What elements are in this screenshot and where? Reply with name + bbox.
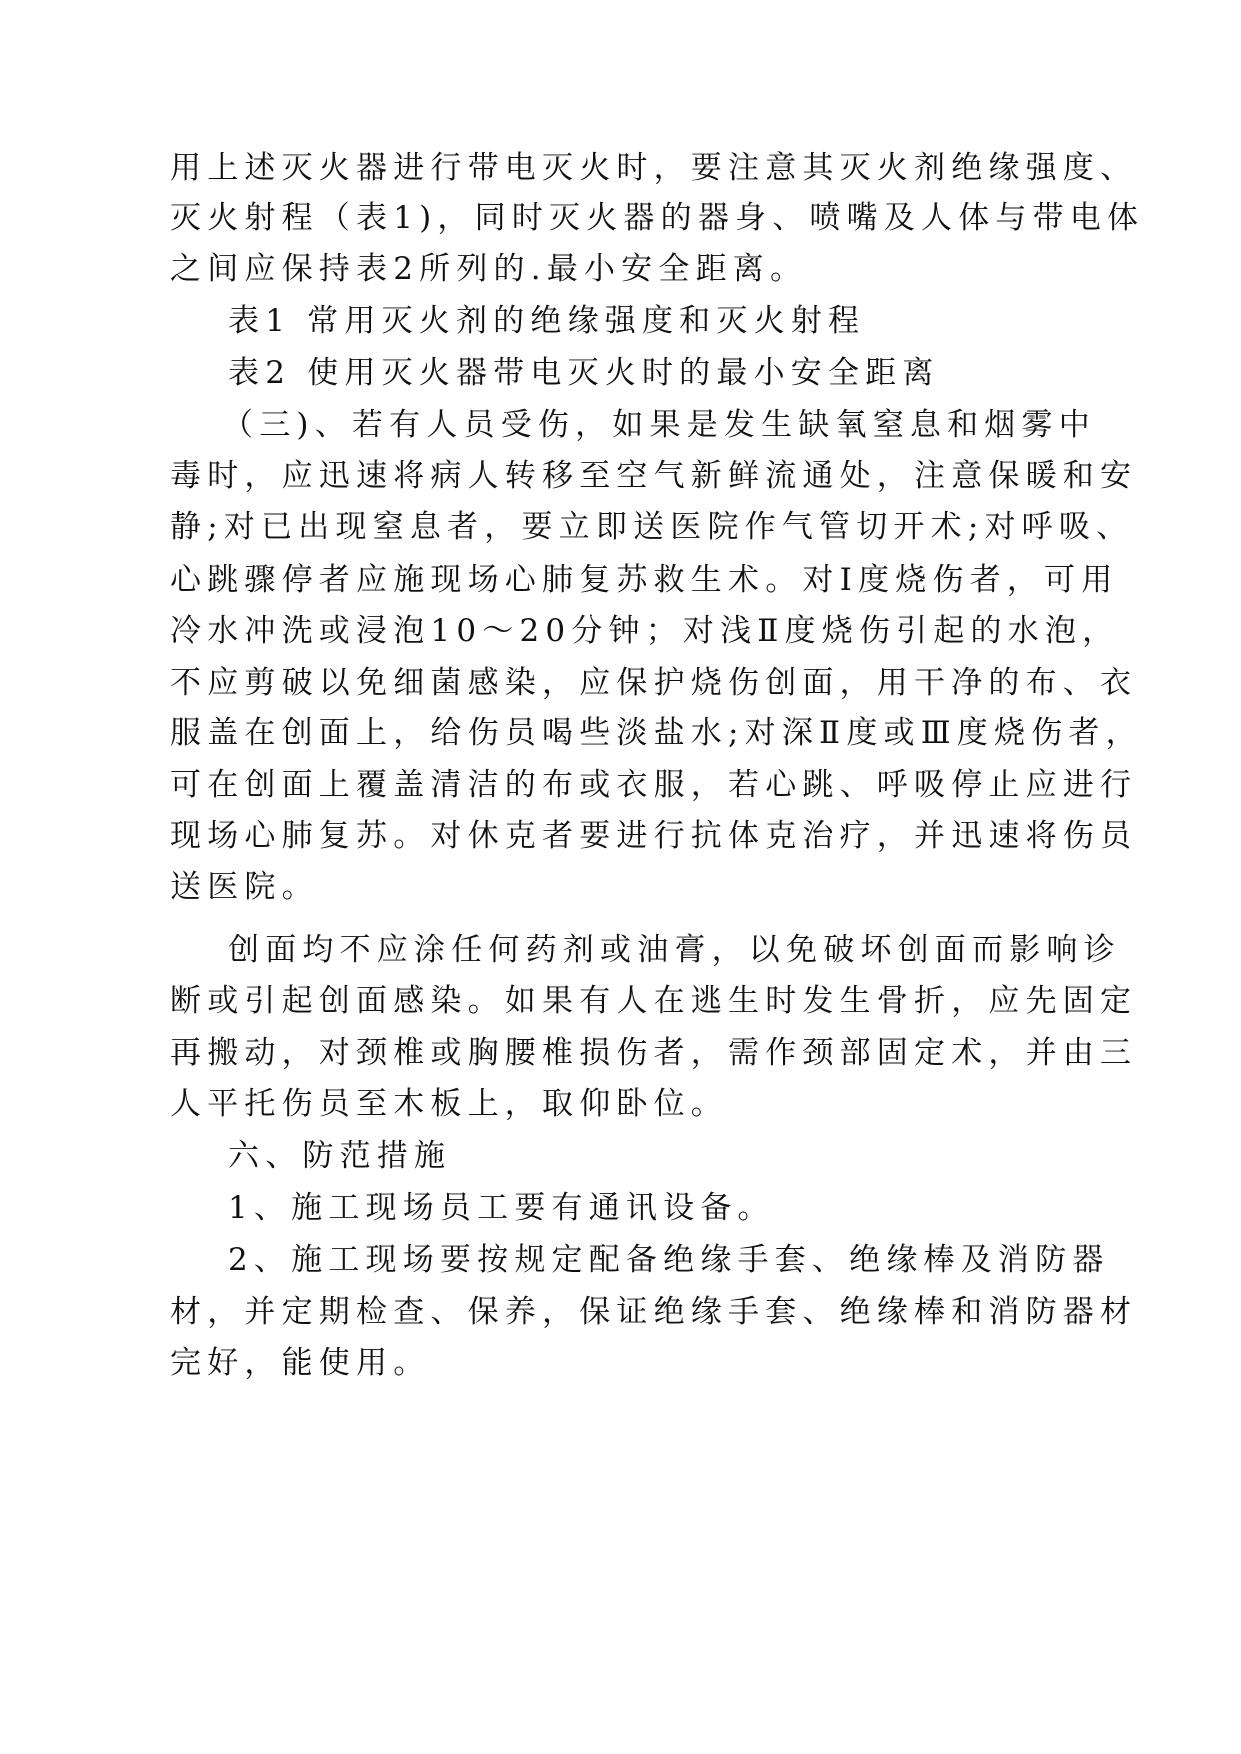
text-line: 2、施工现场要按规定配备绝缘手套、绝缘棒及消防器	[228, 1242, 1110, 1278]
text-line: 现场心肺复苏。对休克者要进行抗体克治疗，并迅速将伤员	[170, 818, 1138, 854]
table-caption-1: 表1 常用灭火剂的绝缘强度和灭火射程	[228, 303, 866, 339]
text-line: 冷水冲洗或浸泡10～20分钟；对浅Ⅱ度烧伤引起的水泡，	[170, 613, 1120, 649]
text-line: 服盖在创面上，给伤员喝些淡盐水;对深Ⅱ度或Ⅲ度烧伤者，	[170, 715, 1143, 751]
text-line: 毒时，应迅速将病人转移至空气新鲜流通处，注意保暖和安	[170, 458, 1138, 494]
text-line: 再搬动，对颈椎或胸腰椎损伤者，需作颈部固定术，并由三	[170, 1035, 1138, 1071]
text-line: 之间应保持表2所列的.最小安全距离。	[170, 251, 808, 287]
text-line: 心跳骤停者应施现场心肺复苏救生术。对Ⅰ度烧伤者，可用	[170, 562, 1119, 598]
text-line: 材，并定期检查、保养，保证绝缘手套、绝缘棒和消防器材	[170, 1294, 1138, 1330]
text-line: 创面均不应涂任何药剂或油膏，以免破坏创面而影响诊	[228, 932, 1121, 968]
text-line: 送医院。	[170, 869, 319, 905]
section-heading: 六、防范措施	[228, 1138, 452, 1174]
text-line: 可在创面上覆盖清洁的布或衣服，若心跳、呼吸停止应进行	[170, 767, 1138, 803]
text-line: 断或引起创面感染。如果有人在逃生时发生骨折，应先固定	[170, 983, 1138, 1019]
text-line: 用上述灭火器进行带电灭火时，要注意其灭火剂绝缘强度、	[170, 150, 1138, 186]
text-line: （三)、若有人员受伤，如果是发生缺氧窒息和烟雾中	[222, 407, 1096, 443]
text-line: 不应剪破以免细菌感染，应保护烧伤创面，用干净的布、衣	[170, 665, 1138, 701]
text-line: 1、施工现场员工要有通讯设备。	[228, 1190, 775, 1226]
text-line: 静;对已出现窒息者，要立即送医院作气管切开术;对呼吸、	[170, 509, 1134, 545]
text-line: 灭火射程（表1)，同时灭火器的器身、喷嘴及人体与带电体	[170, 200, 1145, 236]
text-line: 人平托伤员至木板上，取仰卧位。	[170, 1086, 728, 1122]
text-line: 完好，能使用。	[170, 1345, 431, 1381]
table-caption-2: 表2 使用灭火器带电灭火时的最小安全距离	[228, 355, 940, 391]
